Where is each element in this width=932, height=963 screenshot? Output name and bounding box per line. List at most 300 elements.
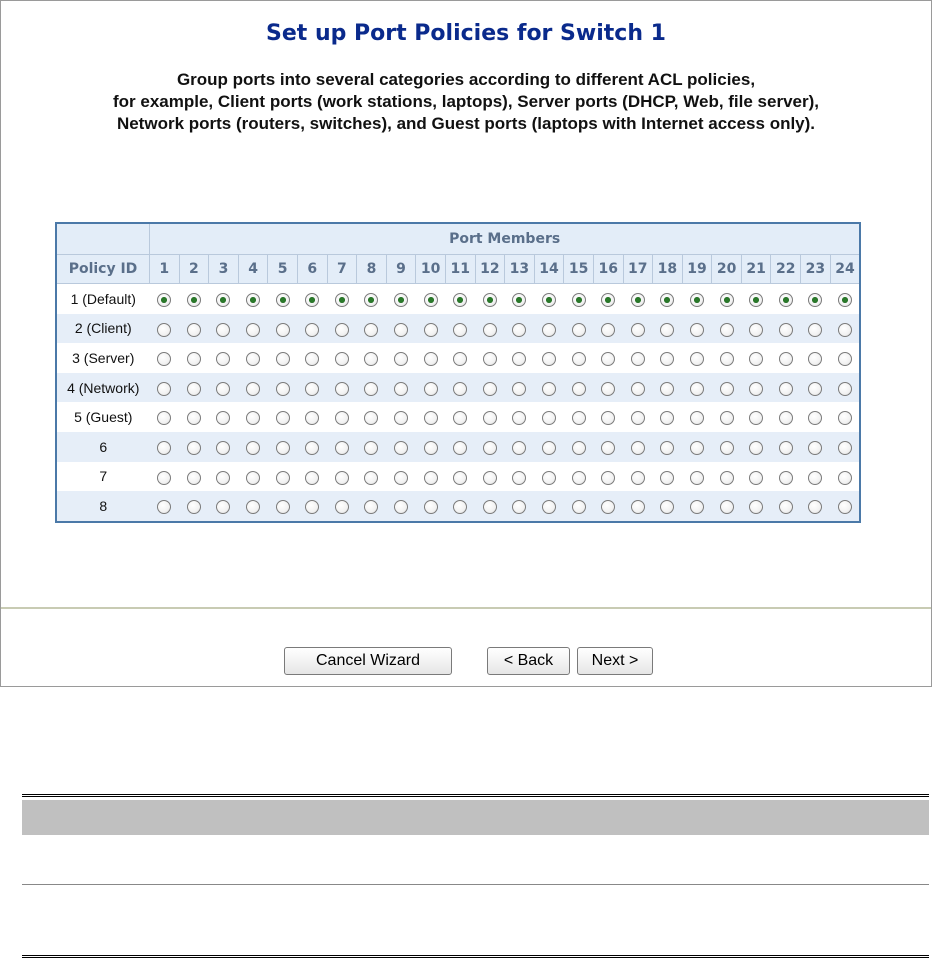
port-policy-radio[interactable] <box>187 500 201 514</box>
port-policy-radio[interactable] <box>335 352 349 366</box>
port-policy-radio[interactable] <box>394 500 408 514</box>
port-policy-radio[interactable] <box>453 411 467 425</box>
port-policy-radio[interactable] <box>631 471 645 485</box>
policy-id-label: 3 (Server) <box>72 349 135 366</box>
port-policy-radio[interactable] <box>808 382 822 396</box>
port-policy-radio[interactable] <box>276 293 290 307</box>
port-number-header: 24 <box>830 255 860 284</box>
port-policy-radio[interactable] <box>246 293 260 307</box>
port-cell <box>771 432 801 462</box>
port-policy-radio[interactable] <box>808 471 822 485</box>
port-policy-radio[interactable] <box>187 352 201 366</box>
port-cell <box>682 402 712 432</box>
port-policy-radio[interactable] <box>808 500 822 514</box>
port-cell <box>653 491 683 522</box>
port-cell <box>564 373 594 403</box>
port-cell <box>623 373 653 403</box>
port-policy-radio[interactable] <box>542 382 556 396</box>
port-policy-radio[interactable] <box>749 352 763 366</box>
port-cell <box>150 462 180 492</box>
port-cell <box>445 402 475 432</box>
port-policy-radio[interactable] <box>305 293 319 307</box>
port-policy-radio[interactable] <box>838 411 852 425</box>
port-cell <box>564 402 594 432</box>
port-policy-radio[interactable] <box>690 411 704 425</box>
port-cell <box>209 432 239 462</box>
port-cell <box>801 284 831 314</box>
port-policy-radio[interactable] <box>335 441 349 455</box>
port-policy-radio[interactable] <box>453 323 467 337</box>
port-policy-radio[interactable] <box>246 323 260 337</box>
port-policy-radio[interactable] <box>779 441 793 455</box>
port-policy-radio[interactable] <box>838 352 852 366</box>
port-policy-radio[interactable] <box>216 352 230 366</box>
port-policy-radio[interactable] <box>660 352 674 366</box>
port-policy-radio[interactable] <box>779 411 793 425</box>
port-policy-radio[interactable] <box>305 411 319 425</box>
port-cell <box>416 373 446 403</box>
port-policy-radio[interactable] <box>808 293 822 307</box>
port-policy-radio[interactable] <box>720 471 734 485</box>
port-policy-radio[interactable] <box>749 323 763 337</box>
port-policy-radio[interactable] <box>246 471 260 485</box>
port-policy-radio[interactable] <box>424 352 438 366</box>
port-cell <box>416 432 446 462</box>
port-policy-radio[interactable] <box>838 471 852 485</box>
port-cell <box>534 373 564 403</box>
port-cell <box>238 284 268 314</box>
port-cell <box>564 343 594 373</box>
port-policy-radio[interactable] <box>631 352 645 366</box>
port-cell <box>505 491 535 522</box>
port-cell <box>653 314 683 344</box>
port-cell <box>682 432 712 462</box>
port-policy-radio[interactable] <box>453 352 467 366</box>
port-policy-radio[interactable] <box>157 352 171 366</box>
port-policy-radio[interactable] <box>542 323 556 337</box>
port-cell <box>268 491 298 522</box>
description-line: Network ports (routers, switches), and Guest ports (laptops with Internet access only). <box>116 114 816 133</box>
port-policy-radio[interactable] <box>631 441 645 455</box>
separator <box>1 607 931 609</box>
port-cell <box>268 314 298 344</box>
port-policy-radio[interactable] <box>157 471 171 485</box>
port-cell <box>475 284 505 314</box>
port-policy-radio[interactable] <box>838 500 852 514</box>
port-cell <box>830 314 860 344</box>
port-policy-radio[interactable] <box>720 293 734 307</box>
port-policy-radio[interactable] <box>838 382 852 396</box>
port-cell <box>416 284 446 314</box>
port-policy-radio[interactable] <box>246 352 260 366</box>
port-policy-radio[interactable] <box>453 500 467 514</box>
port-policy-radio[interactable] <box>808 352 822 366</box>
port-policy-radio[interactable] <box>335 411 349 425</box>
port-policy-radio[interactable] <box>631 411 645 425</box>
port-policy-radio[interactable] <box>394 382 408 396</box>
port-policy-radio[interactable] <box>157 323 171 337</box>
port-policy-radio[interactable] <box>690 323 704 337</box>
port-policy-radio[interactable] <box>364 441 378 455</box>
port-policy-radio[interactable] <box>572 471 586 485</box>
port-cell <box>623 402 653 432</box>
port-policy-radio[interactable] <box>394 441 408 455</box>
port-policy-radio[interactable] <box>216 382 230 396</box>
port-cell <box>297 284 327 314</box>
port-policy-radio[interactable] <box>749 382 763 396</box>
port-policy-radio[interactable] <box>157 441 171 455</box>
port-policy-radio[interactable] <box>187 411 201 425</box>
port-policy-radio[interactable] <box>749 293 763 307</box>
table-row <box>56 462 860 492</box>
port-cell <box>209 314 239 344</box>
port-cell <box>179 491 209 522</box>
port-policy-radio[interactable] <box>187 471 201 485</box>
port-policy-radio[interactable] <box>483 471 497 485</box>
port-policy-radio[interactable] <box>364 293 378 307</box>
port-cell <box>623 314 653 344</box>
port-cell <box>505 402 535 432</box>
port-policy-radio[interactable] <box>216 323 230 337</box>
port-policy-radio[interactable] <box>572 500 586 514</box>
port-cell <box>179 432 209 462</box>
port-number-header: 9 <box>386 255 416 284</box>
port-policy-radio[interactable] <box>690 500 704 514</box>
port-policy-radio[interactable] <box>572 382 586 396</box>
port-cell <box>830 432 860 462</box>
port-policy-radio[interactable] <box>157 382 171 396</box>
port-cell <box>357 432 387 462</box>
port-policy-radio[interactable] <box>216 293 230 307</box>
port-policy-radio[interactable] <box>838 441 852 455</box>
port-policy-radio[interactable] <box>187 323 201 337</box>
port-cell <box>801 462 831 492</box>
port-cell <box>830 462 860 492</box>
port-policy-radio[interactable] <box>779 293 793 307</box>
port-number-header: 21 <box>741 255 771 284</box>
port-policy-radio[interactable] <box>631 323 645 337</box>
port-policy-radio[interactable] <box>808 323 822 337</box>
port-policy-radio[interactable] <box>246 382 260 396</box>
port-policy-radio[interactable] <box>660 411 674 425</box>
port-policy-radio[interactable] <box>453 382 467 396</box>
port-policy-radio[interactable] <box>838 323 852 337</box>
port-policy-radio[interactable] <box>572 293 586 307</box>
port-cell <box>209 462 239 492</box>
port-policy-radio[interactable] <box>631 293 645 307</box>
port-cell <box>386 491 416 522</box>
port-cell <box>268 462 298 492</box>
port-cell <box>327 462 357 492</box>
port-policy-radio[interactable] <box>483 500 497 514</box>
port-cell <box>357 314 387 344</box>
port-cell <box>771 314 801 344</box>
port-policy-radio[interactable] <box>749 411 763 425</box>
port-policy-radio[interactable] <box>216 441 230 455</box>
port-policy-radio[interactable] <box>660 500 674 514</box>
port-cell <box>771 284 801 314</box>
port-policy-radio[interactable] <box>660 323 674 337</box>
port-cell <box>268 343 298 373</box>
port-policy-radio[interactable] <box>483 382 497 396</box>
port-policy-radio[interactable] <box>364 471 378 485</box>
port-policy-radio[interactable] <box>394 293 408 307</box>
port-policy-radio[interactable] <box>601 323 615 337</box>
port-policy-radio[interactable] <box>660 441 674 455</box>
port-cell <box>179 462 209 492</box>
port-cell <box>830 373 860 403</box>
port-number-header: 2 <box>179 255 209 284</box>
document-table-header <box>22 800 929 835</box>
port-policy-radio[interactable] <box>542 411 556 425</box>
port-number-header: 1 <box>150 255 180 284</box>
policy-id-label: 5 (Guest) <box>74 409 133 426</box>
port-policy-radio[interactable] <box>187 441 201 455</box>
port-policy-radio[interactable] <box>512 411 526 425</box>
port-policy-radio[interactable] <box>216 500 230 514</box>
port-policy-radio[interactable] <box>779 471 793 485</box>
port-policy-radio[interactable] <box>631 500 645 514</box>
port-policy-radio[interactable] <box>512 471 526 485</box>
port-policy-radio[interactable] <box>424 500 438 514</box>
port-policy-radio[interactable] <box>572 411 586 425</box>
table-row <box>56 402 860 432</box>
port-policy-radio[interactable] <box>542 441 556 455</box>
port-policy-radio[interactable] <box>335 471 349 485</box>
port-policy-radio[interactable] <box>305 382 319 396</box>
port-policy-radio[interactable] <box>246 411 260 425</box>
port-cell <box>357 343 387 373</box>
port-cell <box>297 462 327 492</box>
port-policy-radio[interactable] <box>216 411 230 425</box>
port-policy-radio[interactable] <box>364 411 378 425</box>
port-policy-radio[interactable] <box>276 471 290 485</box>
port-policy-radio[interactable] <box>483 323 497 337</box>
port-policy-radio[interactable] <box>424 323 438 337</box>
port-cell <box>445 314 475 344</box>
port-policy-radio[interactable] <box>779 500 793 514</box>
port-policy-radio[interactable] <box>512 500 526 514</box>
port-cell <box>534 343 564 373</box>
port-policy-radio[interactable] <box>157 500 171 514</box>
cancel-wizard-button[interactable]: Cancel Wizard <box>284 647 452 675</box>
port-policy-radio[interactable] <box>601 293 615 307</box>
policy-id-label: 6 <box>56 432 150 462</box>
port-policy-radio[interactable] <box>305 323 319 337</box>
back-button[interactable]: < Back <box>487 647 570 675</box>
port-policy-radio[interactable] <box>660 293 674 307</box>
port-policy-radio[interactable] <box>779 382 793 396</box>
port-policy-radio[interactable] <box>542 500 556 514</box>
port-policy-radio[interactable] <box>483 293 497 307</box>
port-policy-radio[interactable] <box>512 441 526 455</box>
port-policy-radio[interactable] <box>779 323 793 337</box>
port-policy-radio[interactable] <box>424 382 438 396</box>
port-policy-radio[interactable] <box>157 411 171 425</box>
port-policy-radio[interactable] <box>512 382 526 396</box>
document-rule <box>22 955 929 958</box>
port-policy-radio[interactable] <box>749 471 763 485</box>
port-policy-radio[interactable] <box>424 411 438 425</box>
port-policy-radio[interactable] <box>276 411 290 425</box>
port-cell <box>416 462 446 492</box>
port-policy-radio[interactable] <box>187 382 201 396</box>
port-policy-radio[interactable] <box>572 352 586 366</box>
port-policy-radio[interactable] <box>364 382 378 396</box>
port-policy-radio[interactable] <box>660 382 674 396</box>
port-policy-radio[interactable] <box>572 323 586 337</box>
port-cell <box>386 432 416 462</box>
port-policy-radio[interactable] <box>276 500 290 514</box>
port-cell <box>209 284 239 314</box>
port-number-header: 13 <box>505 255 535 284</box>
next-button[interactable]: Next > <box>577 647 653 675</box>
port-number-header: 20 <box>712 255 742 284</box>
port-number-header: 16 <box>593 255 623 284</box>
port-cell <box>593 373 623 403</box>
port-policy-radio[interactable] <box>394 352 408 366</box>
port-policy-radio[interactable] <box>631 382 645 396</box>
port-policy-radio[interactable] <box>276 323 290 337</box>
port-policy-radio[interactable] <box>157 293 171 307</box>
port-policy-radio[interactable] <box>601 500 615 514</box>
port-cell <box>475 343 505 373</box>
port-cell <box>505 314 535 344</box>
port-policy-radio[interactable] <box>276 441 290 455</box>
port-policy-radio[interactable] <box>335 293 349 307</box>
port-cell <box>238 402 268 432</box>
table-row <box>56 343 860 373</box>
port-policy-radio[interactable] <box>305 352 319 366</box>
port-policy-radio[interactable] <box>246 441 260 455</box>
port-policy-radio[interactable] <box>542 471 556 485</box>
port-policy-radio[interactable] <box>216 471 230 485</box>
port-policy-radio[interactable] <box>453 471 467 485</box>
port-cell <box>416 491 446 522</box>
port-policy-radio[interactable] <box>808 411 822 425</box>
port-policy-radio[interactable] <box>394 471 408 485</box>
port-policy-radio[interactable] <box>720 352 734 366</box>
port-policy-radio[interactable] <box>276 352 290 366</box>
port-policy-radio[interactable] <box>335 323 349 337</box>
port-policy-radio[interactable] <box>690 471 704 485</box>
port-policy-radio[interactable] <box>364 323 378 337</box>
port-policy-radio[interactable] <box>335 500 349 514</box>
port-cell <box>593 432 623 462</box>
table-header-row <box>56 223 860 255</box>
port-policy-radio[interactable] <box>690 382 704 396</box>
port-policy-radio[interactable] <box>187 293 201 307</box>
port-policy-radio[interactable] <box>424 441 438 455</box>
port-policy-radio[interactable] <box>305 441 319 455</box>
port-policy-radio[interactable] <box>394 411 408 425</box>
port-cell <box>445 373 475 403</box>
port-policy-radio[interactable] <box>720 411 734 425</box>
port-policy-radio[interactable] <box>512 323 526 337</box>
port-policy-radio[interactable] <box>305 500 319 514</box>
port-cell <box>475 314 505 344</box>
port-cell <box>682 491 712 522</box>
port-cell <box>445 432 475 462</box>
port-policy-radio[interactable] <box>690 441 704 455</box>
port-policy-radio[interactable] <box>424 471 438 485</box>
port-policy-radio[interactable] <box>364 352 378 366</box>
port-number-header: 7 <box>327 255 357 284</box>
port-cell <box>741 462 771 492</box>
port-policy-radio[interactable] <box>364 500 378 514</box>
port-policy-radio[interactable] <box>808 441 822 455</box>
port-policy-radio[interactable] <box>305 471 319 485</box>
policy-id-label: 4 (Network) <box>56 373 150 403</box>
port-cell <box>593 402 623 432</box>
port-policy-radio[interactable] <box>335 382 349 396</box>
port-cell <box>475 373 505 403</box>
port-policy-radio[interactable] <box>660 471 674 485</box>
port-policy-radio[interactable] <box>483 411 497 425</box>
port-policy-radio[interactable] <box>512 352 526 366</box>
port-cell <box>386 462 416 492</box>
policy-id-header: Policy ID <box>56 255 150 284</box>
port-policy-radio[interactable] <box>690 352 704 366</box>
port-cell <box>238 491 268 522</box>
port-policy-radio[interactable] <box>276 382 290 396</box>
port-policy-radio[interactable] <box>572 441 586 455</box>
port-cell <box>297 373 327 403</box>
port-cell <box>327 402 357 432</box>
table-row <box>56 491 860 522</box>
port-policy-radio[interactable] <box>779 352 793 366</box>
port-number-header: 4 <box>238 255 268 284</box>
port-policy-radio[interactable] <box>720 323 734 337</box>
port-cell <box>682 314 712 344</box>
port-policy-radio[interactable] <box>453 441 467 455</box>
port-cell <box>150 491 180 522</box>
port-number-header: 6 <box>297 255 327 284</box>
port-policy-radio[interactable] <box>246 500 260 514</box>
port-policy-radio[interactable] <box>542 293 556 307</box>
port-policy-radio[interactable] <box>542 352 556 366</box>
port-cell <box>327 491 357 522</box>
port-policy-radio[interactable] <box>720 382 734 396</box>
header-spacer <box>56 223 150 255</box>
port-policy-radio[interactable] <box>720 441 734 455</box>
port-policy-radio[interactable] <box>601 411 615 425</box>
port-policy-radio[interactable] <box>749 500 763 514</box>
port-policy-radio[interactable] <box>601 382 615 396</box>
port-policy-radio[interactable] <box>453 293 467 307</box>
port-policy-radio[interactable] <box>483 352 497 366</box>
port-cell <box>830 284 860 314</box>
port-cell <box>682 373 712 403</box>
port-number-header: 14 <box>534 255 564 284</box>
port-policy-radio[interactable] <box>483 441 497 455</box>
port-cell <box>357 491 387 522</box>
port-policy-radio[interactable] <box>720 500 734 514</box>
port-cell <box>741 343 771 373</box>
port-policy-radio[interactable] <box>394 323 408 337</box>
port-policy-radio[interactable] <box>601 352 615 366</box>
port-policy-radio[interactable] <box>838 293 852 307</box>
port-policy-radio[interactable] <box>690 293 704 307</box>
port-policy-radio[interactable] <box>601 441 615 455</box>
port-cell <box>741 284 771 314</box>
port-cell <box>801 314 831 344</box>
port-policy-radio[interactable] <box>749 441 763 455</box>
port-cell <box>653 284 683 314</box>
port-policy-radio[interactable] <box>601 471 615 485</box>
port-policy-radio[interactable] <box>424 293 438 307</box>
port-policy-radio[interactable] <box>512 293 526 307</box>
